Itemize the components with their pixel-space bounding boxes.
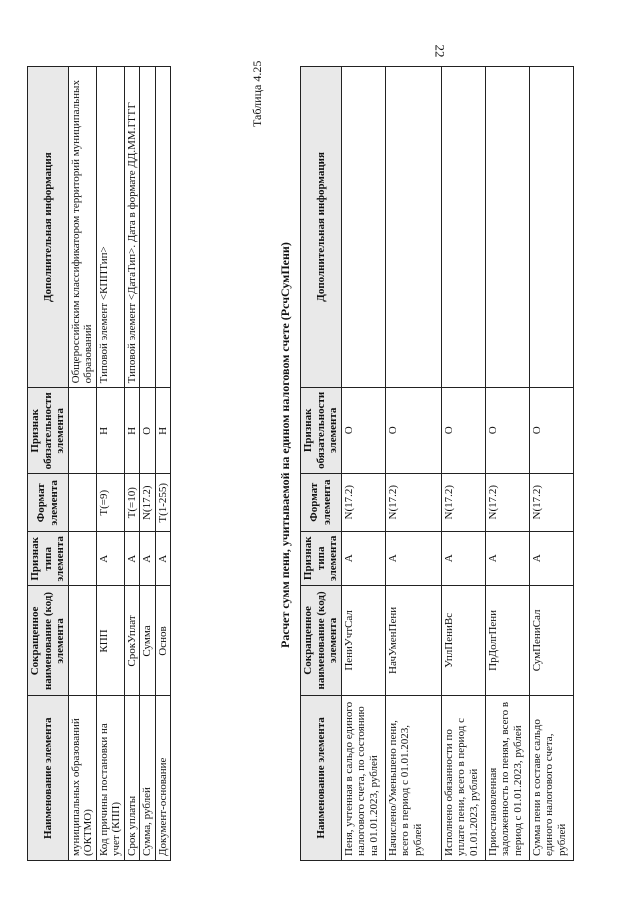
table-row <box>155 67 171 861</box>
cell-format: N(17.2) <box>441 473 485 531</box>
table-row <box>441 67 485 861</box>
cell-name: Начислено/Уменьшено пени, всего в период с 01.01.2023, рублей <box>385 695 441 860</box>
cell-name: Пеня, учтенная в сальдо единого налогового счета, по состоянию на 01.01.2023, рублей <box>341 695 385 860</box>
cell-code: КПП <box>96 586 124 696</box>
cell-format: N(17.2) <box>341 473 385 531</box>
cell-info <box>140 67 156 388</box>
cell-name: Документ-основание <box>155 696 171 861</box>
cell-type: А <box>529 531 573 585</box>
cell-required <box>68 388 96 474</box>
table-continued <box>27 66 171 861</box>
cell-type: А <box>485 531 529 585</box>
cell-required: О <box>485 387 529 473</box>
cell-type: А <box>155 532 171 586</box>
cell-name: Срок уплаты <box>124 696 140 861</box>
table-row <box>385 67 441 861</box>
header-code: Сокращенное наименование (код) элемента <box>301 585 342 695</box>
cell-code: ПениУчтСал <box>341 585 385 695</box>
table-row <box>68 67 96 861</box>
cell-type: А <box>124 532 140 586</box>
page-number: 22 <box>432 44 448 58</box>
cell-info <box>529 67 573 388</box>
cell-format: N(17.2) <box>385 473 441 531</box>
header-format: Формат элемента <box>28 474 69 532</box>
table-row <box>140 67 156 861</box>
table-caption: Расчет сумм пени, учитываемой на едином налоговом счете (РсчСумПени) <box>278 242 292 648</box>
cell-info <box>341 67 385 388</box>
cell-code: Сумма <box>140 586 156 696</box>
cell-format: N(17.2) <box>529 473 573 531</box>
header-type: Признак типа элемента <box>301 531 342 585</box>
table-row <box>124 67 140 861</box>
header-required: Признак обязательности элемента <box>301 387 342 473</box>
header-format: Формат элемента <box>301 473 342 531</box>
cell-type <box>68 532 96 586</box>
table-row <box>96 67 124 861</box>
header-code: Сокращенное наименование (код) элемента <box>28 586 69 696</box>
cell-info <box>485 67 529 388</box>
cell-required: О <box>529 387 573 473</box>
cell-name: Исполнено обязанности по уплате пени, всего в период с 01.01.2023, рублей <box>441 695 485 860</box>
cell-name: Приостановленная задолженность по пеням, всего в период с 01.01.2023, рублей <box>485 695 529 860</box>
header-required: Признак обязательности элемента <box>28 388 69 474</box>
cell-type: А <box>385 531 441 585</box>
cell-info: Общероссийским классификатором территорий муниципальных образований <box>68 67 96 388</box>
cell-required: Н <box>155 388 171 474</box>
header-name: Наименование элемента <box>28 696 69 861</box>
table-number: Таблица 4.25 <box>250 60 264 127</box>
cell-type: А <box>341 531 385 585</box>
table-header-row <box>301 67 342 861</box>
cell-required: О <box>341 387 385 473</box>
cell-code: НачУменПени <box>385 585 441 695</box>
cell-code: Основ <box>155 586 171 696</box>
header-type: Признак типа элемента <box>28 532 69 586</box>
cell-format: N(17.2) <box>140 474 156 532</box>
cell-code: ПрДолгПени <box>485 585 529 695</box>
cell-name: Сумма, рублей <box>140 696 156 861</box>
header-info: Дополнительная информация <box>301 67 342 388</box>
cell-type: А <box>441 531 485 585</box>
cell-name: Код причины постановки на учет (КПП) <box>96 696 124 861</box>
cell-code <box>68 586 96 696</box>
table-header-row <box>28 67 69 861</box>
header-info: Дополнительная информация <box>28 67 69 388</box>
cell-required: Н <box>96 388 124 474</box>
cell-code: СрокУплат <box>124 586 140 696</box>
cell-name: Сумма пени в составе сальдо единого налогового счета, рублей <box>529 695 573 860</box>
cell-required: О <box>385 387 441 473</box>
cell-info: Типовой элемент <ДатаТип>. Дата в формате ДД.ММ.ГГГГ <box>124 67 140 388</box>
table-row <box>529 67 573 861</box>
cell-info <box>155 67 171 388</box>
cell-type: А <box>140 532 156 586</box>
cell-name: муниципальных образований (ОКТМО) <box>68 696 96 861</box>
table-row <box>485 67 529 861</box>
cell-required: О <box>140 388 156 474</box>
cell-required: Н <box>124 388 140 474</box>
cell-format: T(=10) <box>124 474 140 532</box>
cell-info <box>441 67 485 388</box>
cell-info: Типовой элемент <КППТип> <box>96 67 124 388</box>
cell-format: N(17.2) <box>485 473 529 531</box>
cell-format: T(=9) <box>96 474 124 532</box>
cell-code: УплПениВс <box>441 585 485 695</box>
table-penalties <box>300 66 574 861</box>
cell-required: О <box>441 387 485 473</box>
cell-format <box>68 474 96 532</box>
cell-info <box>385 67 441 388</box>
cell-format: T(1-255) <box>155 474 171 532</box>
cell-code: СумПениСал <box>529 585 573 695</box>
cell-type: А <box>96 532 124 586</box>
header-name: Наименование элемента <box>301 695 342 860</box>
table-row <box>341 67 385 861</box>
